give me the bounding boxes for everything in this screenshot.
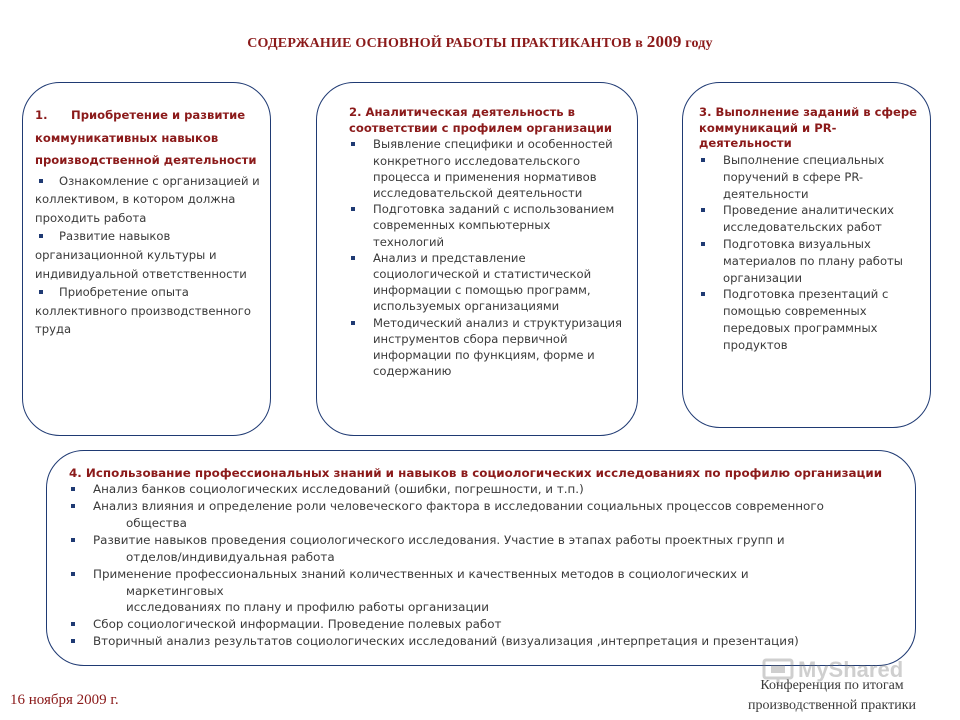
conference-line: Конференция по итогам <box>760 678 904 693</box>
box-pr-tasks <box>682 82 931 428</box>
footer-date: 16 ноября 2009 г. <box>10 692 119 708</box>
list-item: Подготовка визуальных материалов по плану работы организации <box>699 236 920 286</box>
list-item <box>69 481 905 498</box>
list-item <box>69 532 905 566</box>
list-item-line: Вторичный анализ результатов социологических исследований (визуализация ,интерпретация и презентация) <box>93 634 799 649</box>
list-item-line: общества <box>126 515 187 530</box>
list-item-line: исследованиях по плану и профилю работы организации <box>126 600 490 615</box>
box1-list <box>35 172 260 339</box>
list-item: Анализ и представление социологической и статистической информации с помощью программ, используемых организациями <box>349 250 625 315</box>
box3-list <box>699 152 920 354</box>
list-item: Проведение аналитических исследовательских работ <box>699 202 920 236</box>
conference-line: производственной практики <box>747 698 917 714</box>
list-item-line: Применение профессиональных знаний количественных и качественных методов в социологических и <box>93 566 749 581</box>
list-item-line: Анализ банков социологических исследований (ошибки, погрешности, и т.п.) <box>93 482 584 497</box>
list-item-line: отделов/индивидуальная работа <box>126 549 335 564</box>
list-item <box>69 616 905 633</box>
box3-heading: 3. Выполнение заданий в сфере коммуникаций и PR-деятельности <box>699 105 918 151</box>
list-item-line: Сбор социологической информации. Проведение полевых работ <box>93 617 502 632</box>
box-professional-knowledge <box>46 450 916 666</box>
list-item: Приобретение опыта коллективного производственного труда <box>35 283 260 339</box>
page-title <box>0 32 960 52</box>
title-year: 2009 <box>646 32 682 51</box>
box-analytical-activity <box>316 82 638 436</box>
list-item: Методический анализ и структуризация инструментов сбора первичной информации по функциям, форме и содержанию <box>349 315 625 380</box>
list-item: Развитие навыков организационной культуры и индивидуальной ответственности <box>35 227 260 283</box>
list-item: Подготовка заданий с использованием современных компьютерных технологий <box>349 201 625 250</box>
box4-heading: 4. Использование профессиональных знаний и навыков в социологических исследованиях по профилю организации <box>69 466 883 480</box>
list-item: Ознакомление с организацией и коллективом, в котором должна проходить работа <box>35 172 260 228</box>
list-item <box>69 633 905 650</box>
box1-heading-text: Приобретение и развитие коммуникативных навыков производственной деятельности <box>35 108 257 168</box>
box1-heading <box>35 104 260 172</box>
title-text: СОДЕРЖАНИЕ ОСНОВНОЙ РАБОТЫ ПРАКТИКАНТОВ в <box>247 36 647 51</box>
watermark-text: MyShared <box>798 657 904 682</box>
list-item <box>69 566 905 617</box>
list-item <box>69 498 905 532</box>
box2-list <box>349 136 625 379</box>
box-communication-skills <box>22 82 271 436</box>
list-item-line: Анализ влияния и определение роли человеческого фактора в исследовании социальных процессов современного <box>93 498 824 513</box>
list-item-line: маркетинговых <box>126 583 224 598</box>
box4-list <box>69 481 905 650</box>
title-suffix: году <box>681 36 713 51</box>
list-item: Подготовка презентаций с помощью современных передовых программных продуктов <box>699 286 920 353</box>
box1-number: 1. <box>35 108 48 122</box>
footer-conference <box>722 676 942 717</box>
list-item-line: Развитие навыков проведения социологического исследования. Участие в этапах работы проектных групп и <box>93 532 785 547</box>
box2-heading: 2. Аналитическая деятельность в соответствии с профилем организации <box>349 105 613 135</box>
list-item: Выполнение специальных поручений в сфере PR-деятельности <box>699 152 920 202</box>
list-item: Выявление специфики и особенностей конкретного исследовательского процесса и применения нормативов исследовательской деятельности <box>349 136 625 201</box>
